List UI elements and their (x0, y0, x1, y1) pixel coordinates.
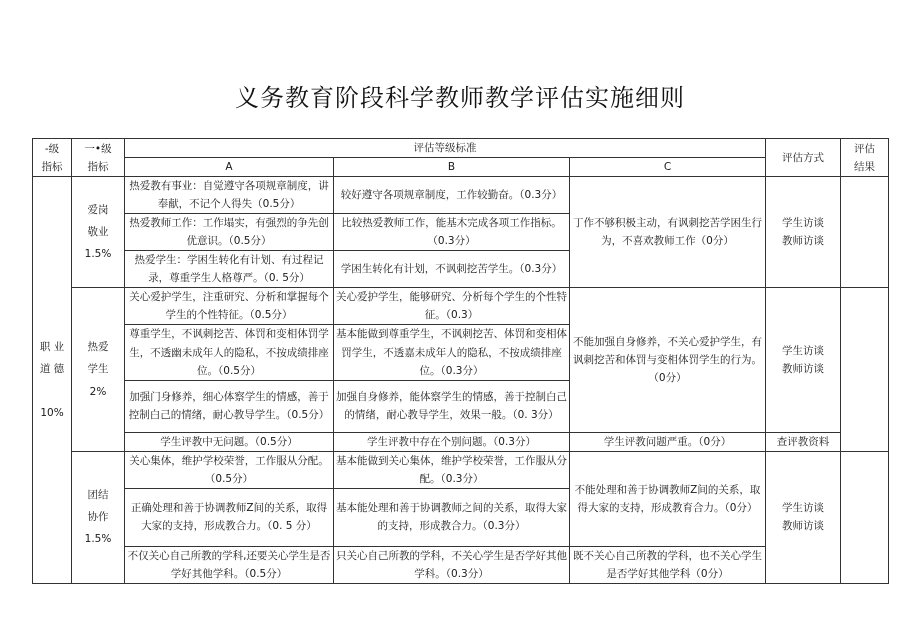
result-cell (841, 177, 889, 288)
grade-a-cell: 学生评教中无问题。（0.5分） (125, 432, 334, 451)
grade-c-cell: 既不关心自己所教的学科，也不关心学生是否学好其他学科（0分） (570, 546, 766, 583)
document-title: 义务教育阶段科学教师教学评估实施细则 (235, 84, 685, 112)
result-cell (841, 288, 889, 451)
grade-a-cell: 热爱学生：学困生转化有计划、有过程记录，尊重学生人格尊严。（0. 5分） (125, 251, 334, 288)
grade-b-cell: 基本能做到关心集体，维护学校荣誉，工作服从分配。（0.3分） (334, 451, 570, 488)
primary-indicator-cell: 职 业 道 德 10% (33, 177, 72, 584)
grade-c-cell: 丁作不够积极主动，有讽刺挖苦学困生行为，不喜欢教师工作（0分） (570, 177, 766, 288)
grade-b-cell: 较好遵守各项规章制度，工作较勤奋。（0.3分） (334, 177, 570, 214)
table-row (33, 432, 889, 451)
grade-a-cell: 加强门身修养，细心体察学生的情感，善于控制白己的情绪，耐心教导学生。（0.5分） (125, 380, 334, 432)
method-cell: 学生访谈 教师访谈 (766, 177, 841, 288)
secondary-indicator-cell: 团结 协作 1.5% (72, 451, 125, 583)
method-cell: 学生访谈 教师访谈 (766, 451, 841, 583)
result-header: 评估 结果 (841, 139, 889, 177)
table-row (33, 288, 889, 325)
table-row (33, 177, 889, 214)
header-row-2 (33, 158, 889, 177)
grade-b-cell: 只关心自己所教的学科，不关心学生是否学好其他学科。（0.3分） (334, 546, 570, 583)
grade-c-cell: 不能处理和善于协调教师Z间的关系，取得大家的支持，形成教育合力。（0分） (570, 451, 766, 546)
grade-b-cell: 关心爱护学生，能够研究、分析每个学生的个性特征。（0.3） (334, 288, 570, 325)
grade-a-cell: 关心爱护学生，注重研究、分析和掌握每个学生的个性特征。（0.5分） (125, 288, 334, 325)
grade-c-cell: 学生评教问题严重。（0分） (570, 432, 766, 451)
level2-header: 一•级 指标 (72, 139, 125, 177)
grade-a-cell: 不仅关心自己所教的学科,还要关心学生是否学好其他学科。（0.5分） (125, 546, 334, 583)
level1-header: -级 指标 (33, 139, 72, 177)
grade-b-cell: 学困生转化有计划，不讽刺挖苦学生。（0.3分） (334, 251, 570, 288)
grade-c-cell: 不能加强自身修养，不关心爱护学生，有讽刺挖苦和体罚与变相体罚学生的行为。（0分） (570, 288, 766, 432)
grade-a-cell: 正确处理和善于协调教师Z间的关系，取得大家的支持，形成教合力。（0. 5 分） (125, 488, 334, 546)
grade-b-cell: 基本能做到尊重学生，不讽刺挖苦、体罚和变相体罚学生，不透嘉未成年人的隐私，不按成绩排座位。（0.3分） (334, 325, 570, 380)
grade-a-cell: 尊重学生，不讽刺挖苦、体罚和变相体罚学生，不透幽未成年人的隐私，不按成绩排座位。（0.5分） (125, 325, 334, 380)
table-row (33, 451, 889, 488)
method-cell: 学生访谈 教师访谈 (766, 288, 841, 432)
grade-a-header: A (125, 158, 334, 177)
method-header: 评估方式 (766, 139, 841, 177)
secondary-indicator-cell: 爱岗 敬业 1.5% (72, 177, 125, 288)
standard-header: 评估等级标准 (125, 139, 766, 158)
grade-b-cell: 比较热爱教师工作，能基木完成各项工作指标。（0.3分） (334, 214, 570, 251)
grade-a-cell: 热爱教有事业：自觉遵守各项规章制度，讲奉献，不记个人得失（0.5分） (125, 177, 334, 214)
grade-b-header: B (334, 158, 570, 177)
result-cell (841, 451, 889, 583)
table-row (33, 546, 889, 583)
grade-b-cell: 基本能处理和善于协调教师之间的关系，取得大家的支持，形成教合力。（0.3分） (334, 488, 570, 546)
header-row-1 (33, 139, 889, 158)
method-cell: 查评教资料 (766, 432, 841, 451)
grade-a-cell: 热爱教师工作：工作塌实，有强烈的争先创优意识。（0.5分） (125, 214, 334, 251)
grade-c-header: C (570, 158, 766, 177)
grade-b-cell: 学生评教中存在个别问题。（0.3分） (334, 432, 570, 451)
grade-b-cell: 加强自身修养，能体察学生的情感，善于控制白己的情绪，耐心教导学生，效果一般。（0. 3分） (334, 380, 570, 432)
rubric-table (32, 138, 889, 584)
secondary-indicator-cell: 热爱 学生 2% (72, 288, 125, 451)
grade-a-cell: 关心集体，维护学校荣誉，工作服从分配。（0.5分） (125, 451, 334, 488)
